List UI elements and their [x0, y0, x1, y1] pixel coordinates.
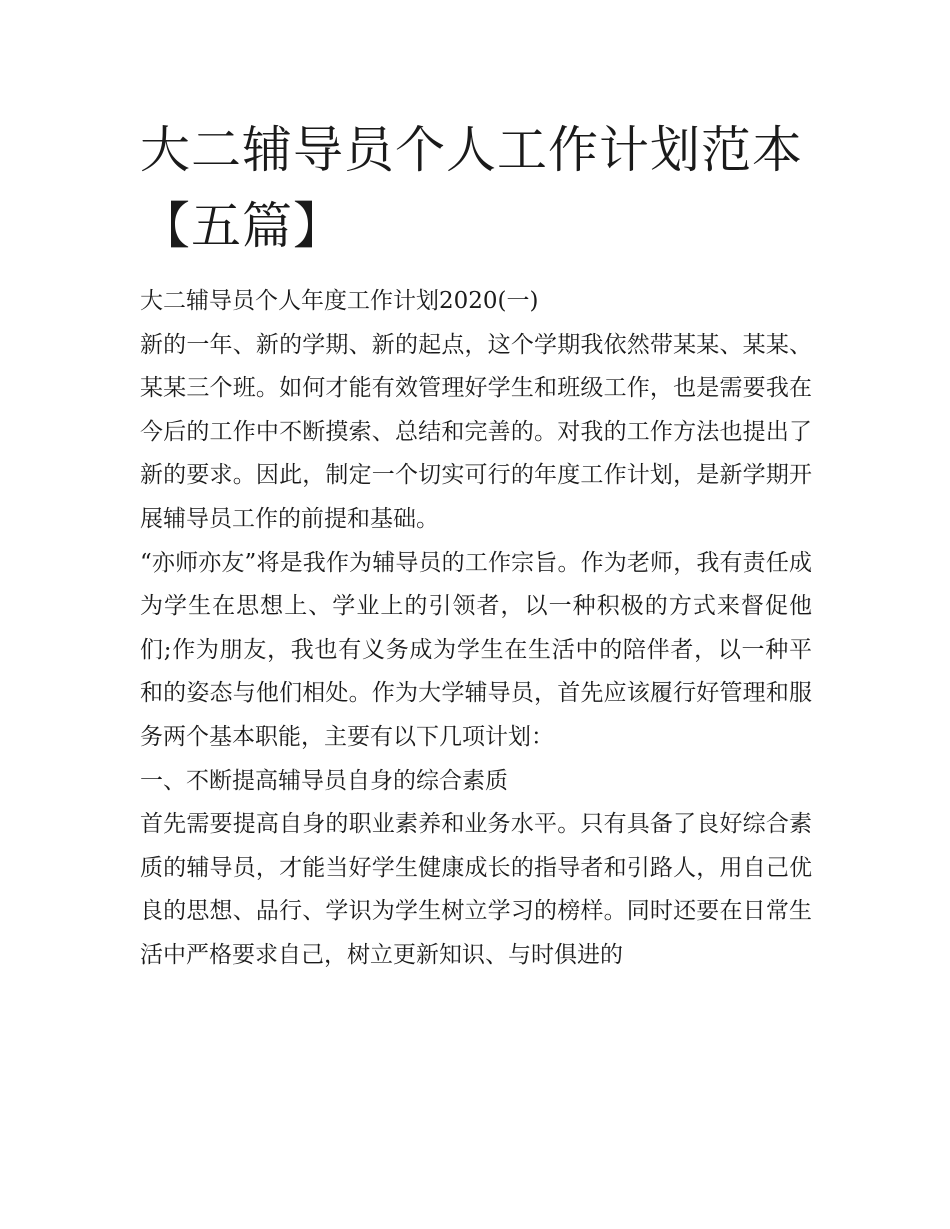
section-subtitle: 大二辅导员个人年度工作计划2020(一) — [140, 288, 539, 314]
document-title: 大二辅导员个人工作计划范本【五篇】 — [140, 121, 803, 255]
body-paragraph: “亦师亦友”将是我作为辅导员的工作宗旨。作为老师，我有责任成为学生在思想上、学业上的引领者，以一种积极的方式来督促他们;作为朋友，我也有义务成为学生在生活中的陪伴者，以一种平和的姿态与他们相处。作为大学辅导员，首先应该履行好管理和服务两个基本职能，主要有以下几项计划： — [140, 549, 812, 750]
section-heading: 一、不断提高辅导员自身的综合素质 — [140, 767, 508, 794]
body-paragraph: 新的一年、新的学期、新的起点，这个学期我依然带某某、某某、某某三个班。如何才能有效管理好学生和班级工作，也是需要我在今后的工作中不断摸索、总结和完善的。对我的工作方法也提出了新的要求。因此，制定一个切实可行的年度工作计划，是新学期开展辅导员工作的前提和基础。 — [140, 331, 812, 532]
document-body — [140, 280, 812, 978]
body-paragraph: 首先需要提高自身的职业素养和业务水平。只有具备了良好综合素质的辅导员，才能当好学生健康成长的指导者和引路人，用自己优良的思想、品行、学识为学生树立学习的榜样。同时还要在日常生活中严格要求自己，树立更新知识、与时俱进的 — [140, 811, 812, 968]
